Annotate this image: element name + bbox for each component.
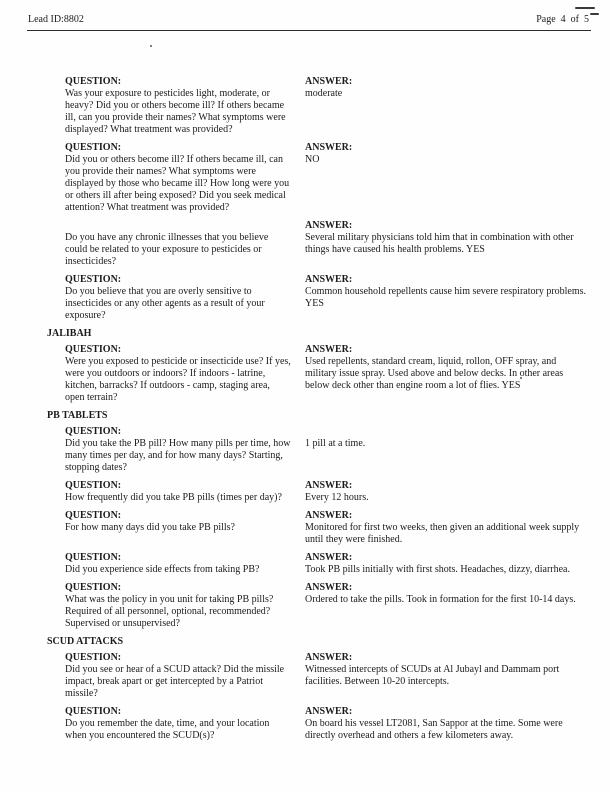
section-header: SCUD ATTACKS: [47, 636, 124, 647]
question-label: QUESTION:: [65, 142, 122, 153]
section-header: JALIBAH: [47, 328, 92, 339]
question-text: Did you or others become ill? If others became ill, can you provide their names? What symptoms were displayed by those who became ill? How long were you or others ill after being exposed? Did you seek medical attention? What treatment was provided?: [65, 154, 290, 213]
answer-label: ANSWER:: [305, 652, 353, 663]
question-label: QUESTION:: [65, 480, 122, 491]
answer-text: 1 pill at a time.: [305, 438, 366, 449]
answer-text: Witnessed intercepts of SCUDs at Al Jubayl and Dammam port facilities. Between 10-20 intercepts.: [305, 664, 560, 687]
qa-block: [65, 344, 587, 404]
qa-label-line: [65, 706, 587, 718]
question-label: QUESTION:: [65, 76, 122, 87]
qa-block: [65, 510, 587, 546]
qa-text-line: [65, 438, 587, 474]
question-text: Did you experience side effects from taking PB?: [65, 564, 260, 575]
question-label: [65, 220, 305, 232]
question-label: QUESTION:: [65, 510, 122, 521]
question-text: Was your exposure to pesticides light, moderate, or heavy? Did you or others become ill? If others became ill, can you provide their names? What symptoms were displayed? What treatment was provided?: [65, 88, 286, 135]
qa-label-line: [65, 426, 587, 438]
answer-label: ANSWER:: [305, 706, 353, 717]
qa-block: [65, 706, 587, 742]
scan-artifact: [575, 7, 595, 9]
answer-text: Common household repellents cause him severe respiratory problems. YES: [305, 286, 587, 309]
question-label: QUESTION:: [65, 652, 122, 663]
question-text: What was the policy in you unit for taking PB pills? Required of all personnel, optional, recommended? Supervised or unsupervised?: [65, 594, 274, 629]
question-text: How frequently did you take PB pills (times per day)?: [65, 492, 282, 503]
answer-text: Used repellents, standard cream, liquid, rollon, OFF spray, and military issue spray. Used above and below decks. In other areas below deck other than engine room a lot of flies. YES: [305, 356, 564, 391]
qa-label-line: [65, 552, 587, 564]
qa-label-line: [65, 652, 587, 664]
answer-label: ANSWER:: [305, 510, 353, 521]
scan-speck: [150, 45, 152, 47]
qa-block: [65, 220, 587, 268]
answer-label: ANSWER:: [305, 142, 353, 153]
qa-text-line: [65, 492, 587, 504]
qa-label-line: [65, 142, 587, 154]
qa-label-line: [65, 582, 587, 594]
qa-block: [65, 142, 587, 214]
qa-text-line: [65, 232, 587, 268]
qa-label-line: [65, 220, 587, 232]
qa-text-line: [65, 564, 587, 576]
answer-text: moderate: [305, 88, 343, 99]
qa-label-line: [65, 344, 587, 356]
answer-label: [305, 426, 587, 438]
qa-block: [65, 426, 587, 474]
answer-label: ANSWER:: [305, 76, 353, 87]
page-header: [28, 14, 589, 26]
question-label: QUESTION:: [65, 274, 122, 285]
lead-id: Lead ID:8802: [28, 14, 84, 25]
qa-text-line: [65, 88, 587, 136]
qa-block: [65, 274, 587, 322]
qa-label-line: [65, 480, 587, 492]
qa-block: [65, 582, 587, 630]
answer-text: NO: [305, 154, 320, 165]
qa-text-line: [65, 522, 587, 546]
answer-label: ANSWER:: [305, 552, 353, 563]
qa-label-line: [65, 274, 587, 286]
answer-label: ANSWER:: [305, 480, 353, 491]
answer-label: ANSWER:: [305, 582, 353, 593]
qa-text-line: [65, 286, 587, 322]
qa-text-line: [65, 664, 587, 700]
question-text: Did you take the PB pill? How many pills per time, how many times per day, and for how many days? Starting, stopping dates?: [65, 438, 291, 473]
answer-text: On board his vessel LT2081, San Sappor at the time. Some were directly overhead and others a few kilometers away.: [305, 718, 563, 741]
header-rule: [27, 30, 591, 31]
answer-text: Monitored for first two weeks, then given an additional week supply until they were finished.: [305, 522, 580, 545]
question-text: Did you see or hear of a SCUD attack? Did the missile impact, break apart or get intercepted by a Patriot missile?: [65, 664, 285, 699]
question-text: Do you believe that you are overly sensitive to insecticides or any other agents as a result of your exposure?: [65, 286, 265, 321]
qa-content: [47, 76, 587, 748]
answer-text: Ordered to take the pills. Took in formation for the first 10-14 days.: [305, 594, 576, 605]
qa-label-line: [65, 76, 587, 88]
qa-block: [65, 652, 587, 700]
question-label: QUESTION:: [65, 344, 122, 355]
answer-label: ANSWER:: [305, 274, 353, 285]
question-text: Do you remember the date, time, and your location when you encountered the SCUD(s)?: [65, 718, 270, 741]
scan-artifact: [590, 13, 599, 15]
question-label: QUESTION:: [65, 706, 122, 717]
page-number: Page 4 of 5: [536, 14, 589, 25]
question-text: Do you have any chronic illnesses that you believe could be related to your exposure to pesticides or insecticides?: [65, 232, 269, 267]
qa-text-line: [65, 154, 587, 214]
qa-block: [65, 76, 587, 136]
qa-text-line: [65, 594, 587, 630]
question-text: Were you exposed to pesticide or insecticide use? If yes, were you outdoors or indoors? If indoors - latrine, kitchen, barracks? If outdoors - camp, staging area, open terrain?: [65, 356, 291, 403]
question-text: For how many days did you take PB pills?: [65, 522, 235, 533]
answer-label: ANSWER:: [305, 344, 353, 355]
answer-label: ANSWER:: [305, 220, 353, 231]
qa-text-line: [65, 718, 587, 742]
question-label: QUESTION:: [65, 552, 122, 563]
answer-text: Every 12 hours.: [305, 492, 369, 503]
qa-label-line: [65, 510, 587, 522]
question-label: QUESTION:: [65, 582, 122, 593]
section-header: PB TABLETS: [47, 410, 108, 421]
answer-text: Several military physicians told him that in combination with other things have caused his health problems. YES: [305, 232, 574, 255]
answer-text: Took PB pills initially with first shots. Headaches, dizzy, diarrhea.: [305, 564, 570, 575]
qa-block: [65, 552, 587, 576]
qa-block: [65, 480, 587, 504]
question-label: QUESTION:: [65, 426, 122, 437]
qa-text-line: [65, 356, 587, 404]
